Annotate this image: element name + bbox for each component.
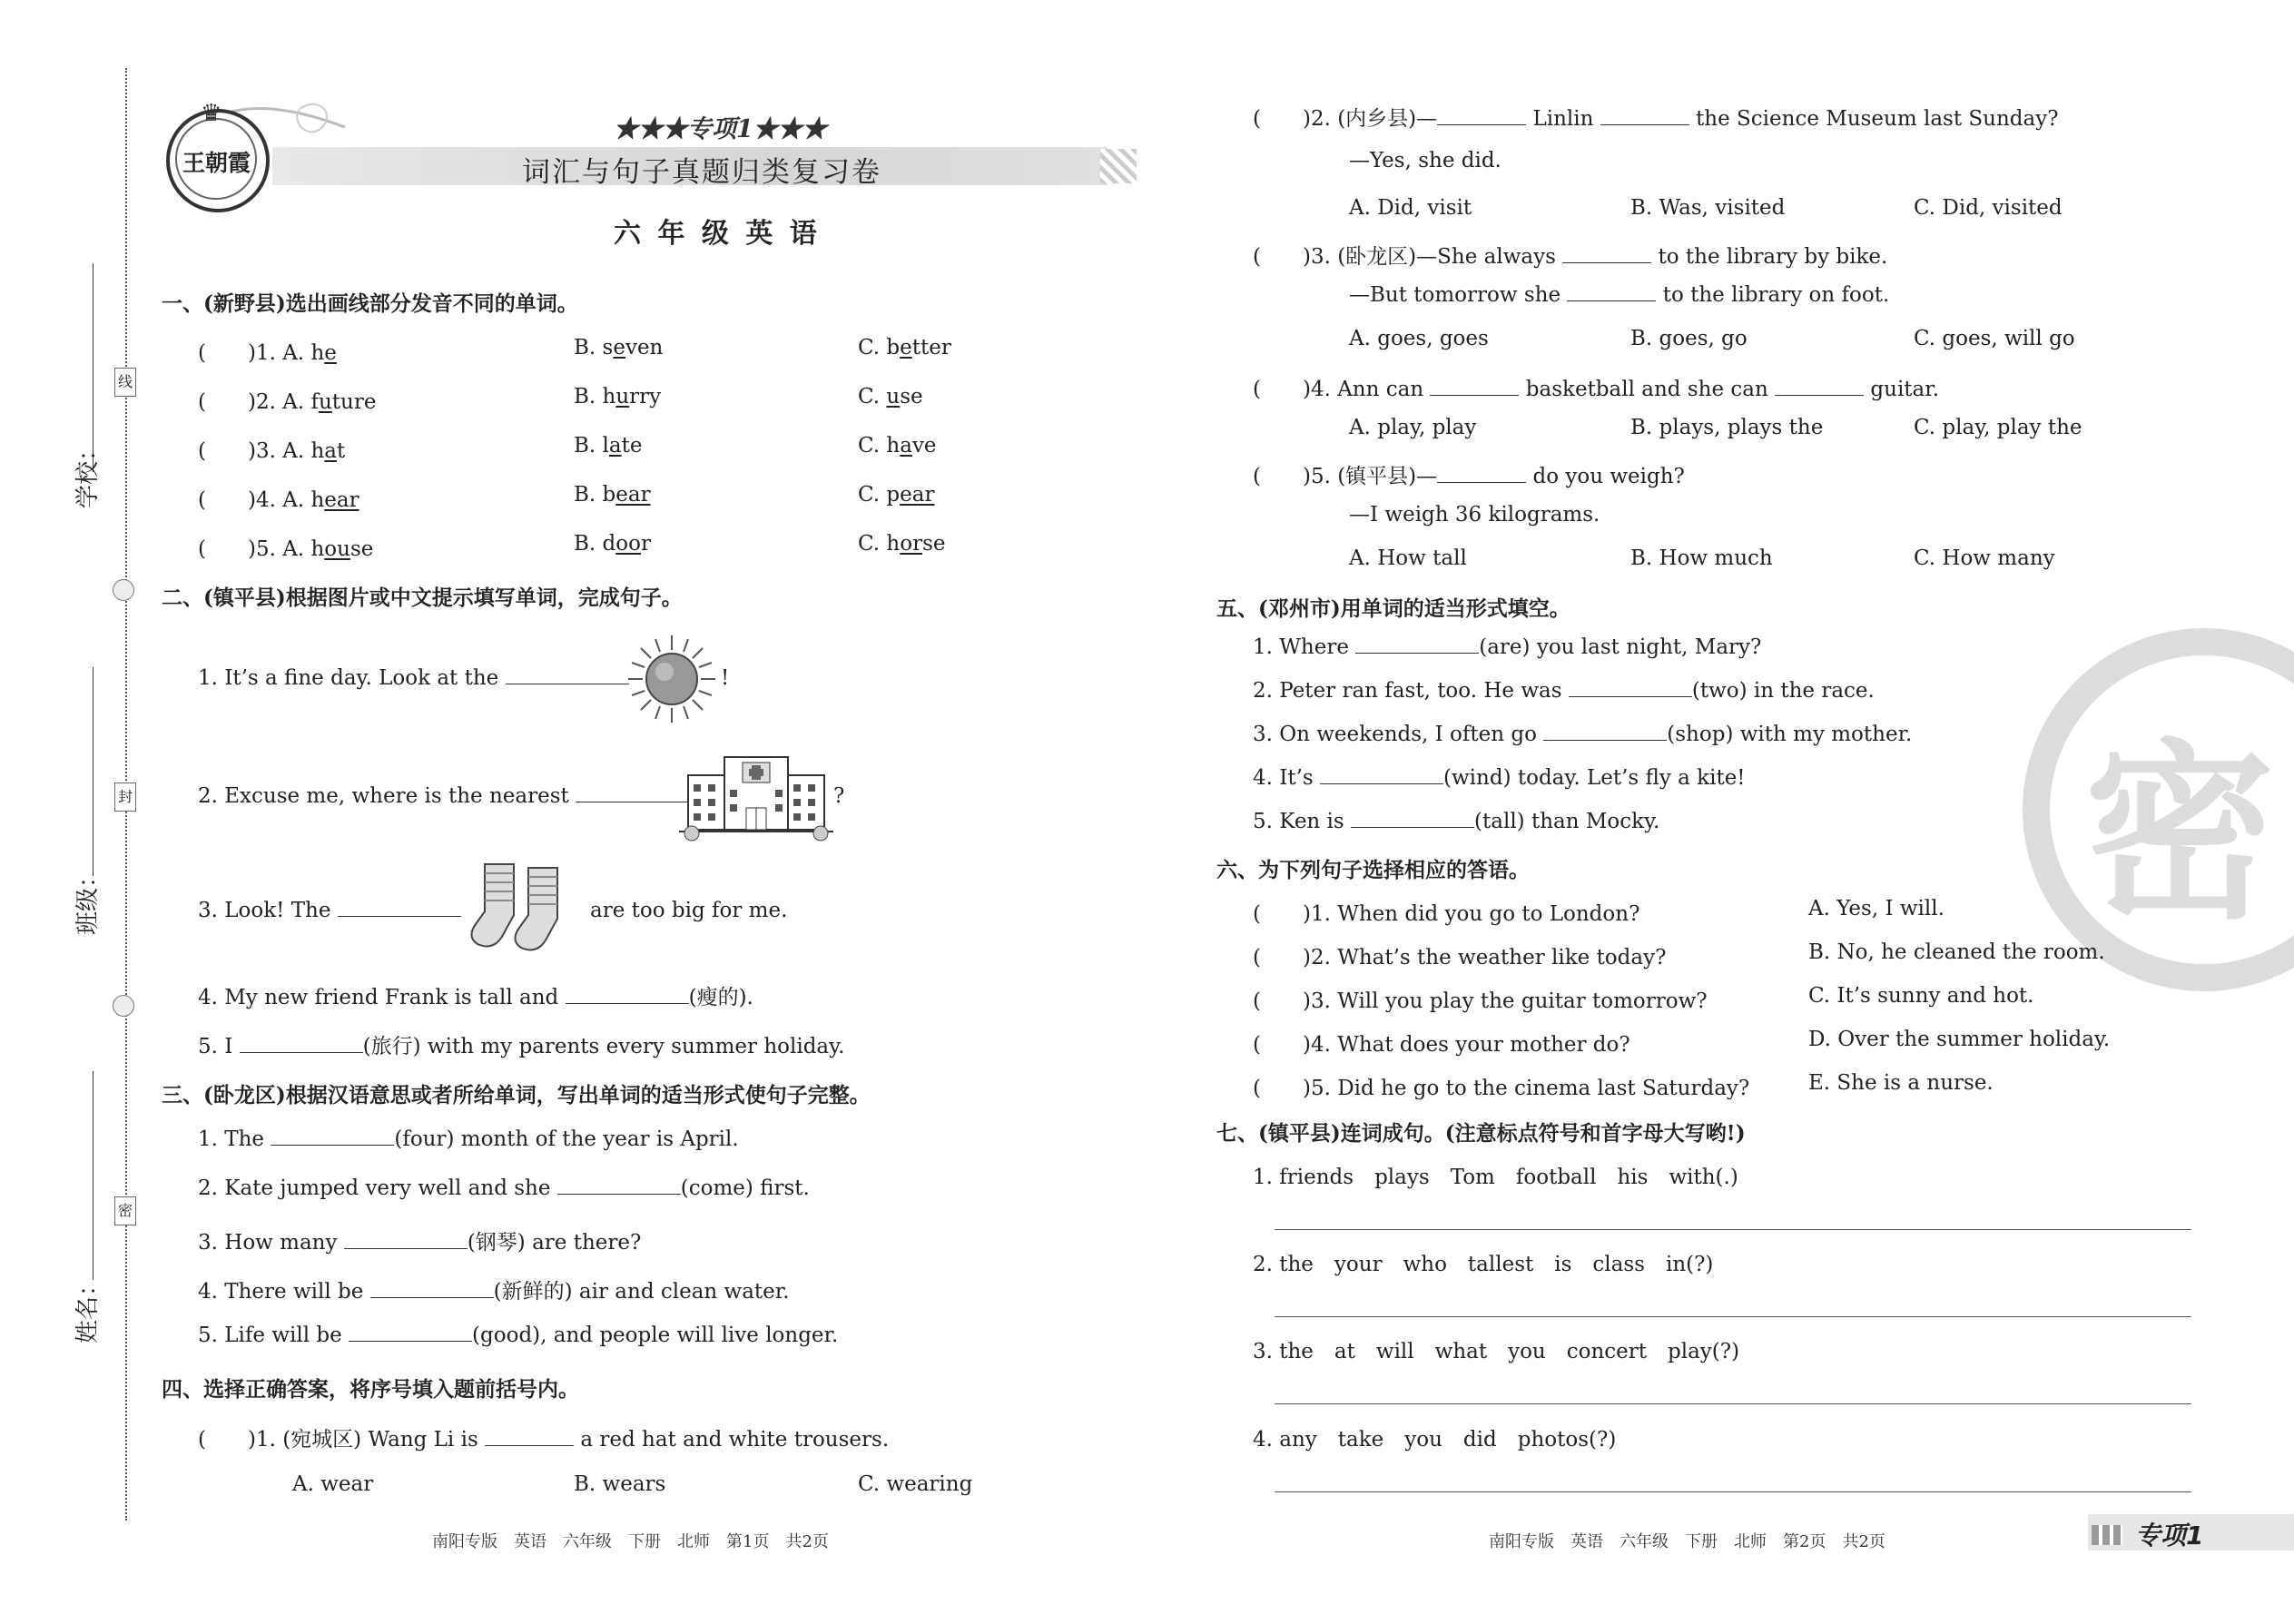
section-5-heading: 五、(邓州市)用单词的适当形式填空。: [1216, 596, 1570, 621]
s4-q1-option-a[interactable]: A. wear: [292, 1472, 374, 1496]
s1-q4-c: C. pear: [858, 483, 935, 507]
s5-q5-blank[interactable]: [1351, 811, 1474, 828]
s1-q3-b: B. late: [574, 434, 643, 458]
title-band-dots: [1100, 149, 1137, 183]
s4-q4-option-b[interactable]: B. plays, plays the: [1630, 416, 1824, 439]
s2-q5-blank[interactable]: [240, 1036, 363, 1053]
s5-q3: 3. On weekends, I often go (shop) with my mother.: [1253, 723, 1913, 746]
footer-left: 南阳专版 英语 六年级 下册 北师 第1页 共2页: [432, 1532, 829, 1551]
s4-q2-option-b[interactable]: B. Was, visited: [1630, 196, 1786, 220]
s4-q4-option-a[interactable]: A. play, play: [1349, 416, 1477, 439]
s4-q3-option-c[interactable]: C. goes, will go: [1914, 327, 2075, 350]
s4-q3-option-b[interactable]: B. goes, go: [1630, 327, 1748, 350]
s3-q1: 1. The (four) month of the year is April.: [198, 1127, 739, 1151]
section-3-heading: 三、(卧龙区)根据汉语意思或者所给单词，写出单词的适当形式使句子完整。: [162, 1083, 871, 1107]
s4-q5-option-a[interactable]: A. How tall: [1349, 546, 1467, 570]
binding-mark-mi: 密: [114, 1196, 136, 1225]
watermark-seal: [2023, 628, 2294, 991]
s4-q2-answer: —Yes, she did.: [1349, 149, 1501, 172]
s3-q2-blank[interactable]: [557, 1177, 681, 1195]
s4-q5-blank[interactable]: [1437, 466, 1526, 483]
s1-q3-c: C. have: [858, 434, 937, 458]
s4-q5-option-b[interactable]: B. How much: [1630, 546, 1773, 570]
s6-q4[interactable]: ( )4. What does your mother do?: [1253, 1033, 1630, 1057]
s6-answer-d: D. Over the summer holiday.: [1808, 1028, 2111, 1051]
s2-q3-blank[interactable]: [338, 900, 461, 917]
s4-q5-answer: —I weigh 36 kilograms.: [1349, 503, 1600, 527]
s4-q1-blank[interactable]: [485, 1429, 574, 1446]
s4-q4-option-c[interactable]: C. play, play the: [1914, 416, 2082, 439]
s1-q4: ( )4. A. hear: [198, 488, 359, 512]
name-label: 姓名：: [74, 1272, 102, 1343]
s2-q3: 3. Look! The: [198, 899, 461, 922]
s4-q5-option-c[interactable]: C. How many: [1914, 546, 2055, 570]
s5-q2-blank[interactable]: [1569, 680, 1692, 697]
s4-q3-option-a[interactable]: A. goes, goes: [1349, 327, 1489, 350]
s4-q1: ( )1. (宛城区) Wang Li is a red hat and white trousers.: [198, 1428, 890, 1452]
s1-q5-num[interactable]: ( )5. A.: [198, 537, 311, 561]
s4-q2: ( )2. (内乡县)— Linlin the Science Museum last Sunday?: [1253, 107, 2059, 131]
section-7-heading: 七、(镇平县)连词成句。(注意标点符号和首字母大写哟!): [1216, 1121, 1746, 1146]
s2-q3-end: are too big for me.: [590, 899, 788, 922]
s4-q3-blank-1[interactable]: [1562, 246, 1651, 263]
s7-q4: 4. any take you did photos(?): [1253, 1428, 1617, 1452]
s4-q2-option-a[interactable]: A. Did, visit: [1349, 196, 1472, 220]
s6-q2[interactable]: ( )2. What’s the weather like today?: [1253, 946, 1667, 969]
s1-q4-num[interactable]: ( )4. A.: [198, 488, 311, 512]
s2-q2: 2. Excuse me, where is the nearest: [198, 784, 699, 808]
s4-q1-option-b[interactable]: B. wears: [574, 1472, 666, 1496]
s2-q2-end: ?: [833, 784, 845, 808]
corner-dots: [2092, 1525, 2122, 1545]
s2-q1-end: !: [721, 666, 730, 690]
s2-q4: 4. My new friend Frank is tall and (瘦的).: [198, 986, 753, 1009]
page-subtitle: 六 年 级 英 语: [614, 218, 821, 250]
s1-q2-num[interactable]: ( )2. A.: [198, 390, 311, 414]
binding-mark-xian: 线: [114, 368, 136, 397]
s1-q5-c: C. horse: [858, 532, 946, 556]
s1-q5-b: B. door: [574, 532, 651, 556]
s4-q5: ( )5. (镇平县)— do you weigh?: [1253, 465, 1685, 488]
corner-label: 专项1: [2135, 1521, 2204, 1550]
socks-icon: [467, 861, 590, 957]
s5-q5: 5. Ken is (tall) than Mocky.: [1253, 810, 1660, 833]
section-1-heading: 一、(新野县)选出画线部分发音不同的单词。: [162, 291, 578, 316]
section-6-heading: 六、为下列句子选择相应的答语。: [1216, 858, 1530, 882]
s5-q4: 4. It’s (wind) today. Let’s fly a kite!: [1253, 766, 1746, 790]
class-label: 班级：: [74, 863, 102, 935]
s4-q2-blank-2[interactable]: [1600, 108, 1689, 125]
hospital-icon: [679, 748, 833, 842]
name-field-line[interactable]: [93, 1071, 94, 1280]
s4-q2-blank-1[interactable]: [1437, 108, 1526, 125]
s6-answer-c: C. It’s sunny and hot.: [1808, 984, 2034, 1008]
s6-q3[interactable]: ( )3. Will you play the guitar tomorrow?: [1253, 989, 1708, 1013]
logo-text: 王朝霞: [182, 150, 251, 176]
s5-q3-blank[interactable]: [1543, 723, 1667, 741]
section-2-heading: 二、(镇平县)根据图片或中文提示填写单词，完成句子。: [162, 586, 683, 610]
s4-q4: ( )4. Ann can basketball and she can guitar.: [1253, 378, 1940, 401]
s5-q2: 2. Peter ran fast, too. He was (two) in the race.: [1253, 679, 1875, 703]
s7-q1-answer-line[interactable]: [1275, 1229, 2191, 1230]
s4-q4-blank-1[interactable]: [1430, 379, 1519, 396]
s7-q3: 3. the at will what you concert play(?): [1253, 1340, 1740, 1363]
s4-q1-option-c[interactable]: C. wearing: [858, 1472, 973, 1496]
binding-mark-feng: 封: [114, 782, 136, 812]
section-4-heading: 四、选择正确答案，将序号填入题前括号内。: [162, 1377, 579, 1402]
binding-ornament-1: [113, 579, 134, 601]
s1-q2-b: B. hurry: [574, 385, 662, 408]
s4-q2-option-c[interactable]: C. Did, visited: [1914, 196, 2063, 220]
s1-q5: ( )5. A. house: [198, 537, 374, 561]
s4-q3-blank-2[interactable]: [1567, 284, 1656, 301]
s1-q4-b: B. bear: [574, 483, 651, 507]
watermark-seal-char: 密: [2084, 723, 2276, 945]
s3-q4: 4. There will be (新鲜的) air and clean water.: [198, 1280, 790, 1304]
s1-q3: ( )3. A. hat: [198, 439, 346, 463]
s2-q1: 1. It’s a fine day. Look at the: [198, 666, 629, 690]
s3-q1-blank[interactable]: [271, 1128, 394, 1146]
s3-q3: 3. How many (钢琴) are there?: [198, 1231, 642, 1255]
s4-q3: ( )3. (卧龙区)—She always to the library by bike.: [1253, 245, 1888, 269]
s1-q1: ( )1. A. he: [198, 341, 337, 365]
s4-q4-blank-2[interactable]: [1775, 379, 1864, 396]
logo-badge: [166, 100, 270, 212]
s7-q1: 1. friends plays Tom football his with(.): [1253, 1166, 1738, 1189]
s1-q1-num[interactable]: ( )1. A.: [198, 341, 311, 365]
s7-q2-answer-line[interactable]: [1275, 1316, 2191, 1317]
s3-q2: 2. Kate jumped very well and she (come) first.: [198, 1176, 810, 1200]
s2-q5: 5. I (旅行) with my parents every summer holiday.: [198, 1035, 845, 1058]
s7-q4-answer-line[interactable]: [1275, 1491, 2191, 1492]
sun-icon: [626, 634, 717, 724]
s6-answer-e: E. She is a nurse.: [1808, 1071, 1994, 1095]
class-field-line[interactable]: [93, 667, 94, 876]
logo-crown-icon: ♛: [201, 100, 222, 127]
s3-q5: 5. Life will be (good), and people will live longer.: [198, 1324, 839, 1347]
s5-q1-blank[interactable]: [1355, 636, 1479, 654]
s7-q2: 2. the your who tallest is class in(?): [1253, 1253, 1714, 1276]
page-title: 词汇与句子真题归类复习卷: [522, 156, 881, 189]
s2-q4-blank[interactable]: [566, 987, 689, 1004]
s2-q1-blank[interactable]: [506, 667, 629, 684]
s5-q4-blank[interactable]: [1320, 767, 1443, 784]
s6-q1[interactable]: ( )1. When did you go to London?: [1253, 902, 1640, 926]
school-label: 学校：: [74, 437, 102, 508]
s7-q3-answer-line[interactable]: [1275, 1403, 2191, 1404]
footer-right: 南阳专版 英语 六年级 下册 北师 第2页 共2页: [1489, 1532, 1885, 1551]
s3-q5-blank[interactable]: [349, 1324, 472, 1342]
s4-q3-reply: —But tomorrow she to the library on foot.: [1349, 283, 1890, 307]
s1-q1-c: C. better: [858, 336, 951, 359]
series-label: ★★★专项1★★★: [614, 115, 827, 143]
s6-q5[interactable]: ( )5. Did he go to the cinema last Saturday?: [1253, 1077, 1750, 1100]
s1-q1-b: B. seven: [574, 336, 664, 359]
s6-answer-b: B. No, he cleaned the room.: [1808, 940, 2105, 964]
s1-q3-num[interactable]: ( )3. A.: [198, 439, 311, 463]
s3-q4-blank[interactable]: [370, 1281, 494, 1298]
s5-q1: 1. Where (are) you last night, Mary?: [1253, 635, 1762, 659]
s6-answer-a: A. Yes, I will.: [1808, 897, 1944, 920]
s3-q3-blank[interactable]: [344, 1232, 468, 1249]
s1-q2: ( )2. A. future: [198, 390, 377, 414]
s1-q2-c: C. use: [858, 385, 923, 408]
binding-ornament-2: [113, 995, 134, 1017]
